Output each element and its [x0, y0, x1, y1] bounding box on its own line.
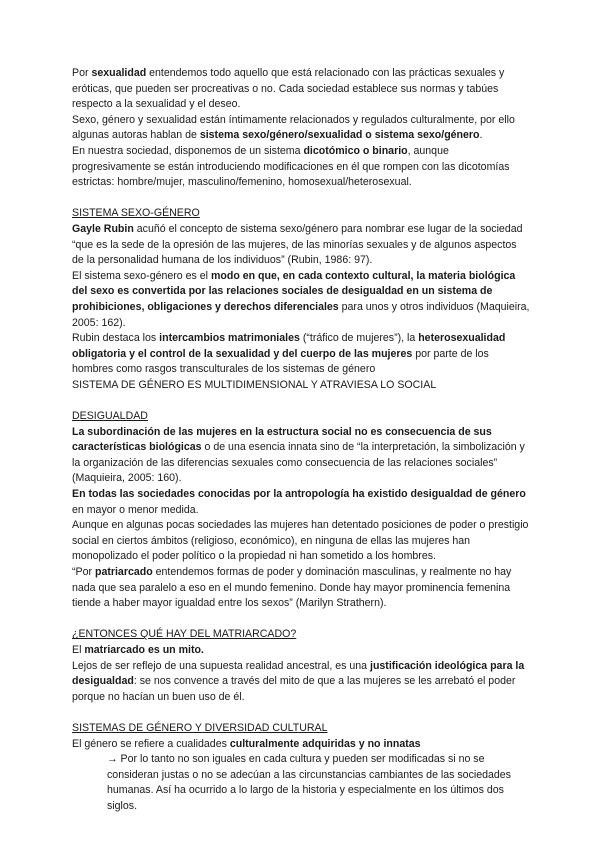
paragraph-sistema-sexo-genero — [72, 113, 530, 144]
paragraph-modo-en-que — [72, 269, 530, 331]
text: entendemos todo aquello que está relacionado con las prácticas sexuales y eróticas, que pueden ser procreativas o no. Cada sociedad establece sus normas y tabúes respecto a la sexualidad y el deseo. — [72, 67, 505, 111]
paragraph-aunque: Aunque en algunas pocas sociedades las mujeres han detentado posiciones de poder o prestigio social en ciertos ámbitos (religioso, económico), en ninguna de ellas las mujeres han monopolizado el poder político o la propiedad ni han sometido a los hombres. — [72, 519, 529, 563]
text: . — [479, 129, 483, 142]
bold-term: culturalmente adquiridas y no innatas — [229, 737, 421, 750]
text: por parte de los hombres como rasgos transculturales de los sistemas de género — [72, 347, 489, 376]
paragraph-multidimensional: SISTEMA DE GÉNERO ES MULTIDIMENSIONAL Y ATRAVIESA LO SOCIAL — [72, 378, 437, 391]
bold-term: matriarcado es un mito. — [84, 643, 204, 656]
bold-term: heterosexualidad obligatoria y el control de la sexualidad y del cuerpo de las mujeres — [72, 332, 506, 360]
text: entendemos formas de poder y dominación masculinas, y realmente no hay nada que sea paralelo a eso en el mundo femenino. Donde hay mayor prominencia femenina tiende a haber mayor igualdad entre los sexos” (Marilyn Strathern). — [72, 566, 512, 610]
text: Por — [72, 67, 92, 79]
paragraph-rubin-destaca — [72, 331, 530, 378]
text: (“tráfico de mujeres”), la — [299, 332, 419, 345]
text: para unos y otros individuos (Maquieira, 2005: 162). — [72, 300, 530, 329]
bold-term: sexualidad — [91, 67, 147, 79]
bold-term: dicotómico o binario — [303, 144, 408, 157]
bold-term: sistema sexo/género/sexualidad o sistema sexo/género — [199, 129, 480, 142]
bold-term: modo en que, en cada contexto cultural, la materia biológica del sexo es convertida por las relaciones sociales de desigualdad en un sistema de prohibiciones, obligaciones y derechos diferenciales — [72, 269, 516, 313]
section-heading-sistema-sexo-genero: SISTEMA SEXO-GÉNERO — [72, 207, 200, 220]
text: El sistema sexo-género es el — [72, 269, 211, 282]
text: Sexo, género y sexualidad están íntimamente relacionados y regulados culturalmente, por ello algunas autoras hablan de — [72, 113, 515, 142]
section-heading-desigualdad: DESIGUALDAD — [72, 410, 148, 423]
paragraph-subordinacion — [72, 425, 530, 487]
bold-term: En todas las sociedades conocidas por la antropología ha existido desigualdad de género — [72, 488, 526, 501]
paragraph-cualidades — [72, 737, 530, 753]
paragraph-gayle-rubin — [72, 222, 530, 269]
text: en mayor o menor medida. — [72, 503, 199, 516]
paragraph-arrow-consecuencia: → Por lo tanto no son iguales en cada cultura y pueden ser modificadas si no se consideran justas o no se adecúan a las circunstancias cambiantes de las sociedades humanas. Así ha ocurrido a lo largo de la historia y especialmente en los últimos dos siglos. — [107, 753, 511, 812]
text: En nuestra sociedad, disponemos de un sistema — [72, 144, 304, 157]
bold-term: Gayle Rubin — [72, 222, 134, 235]
paragraph-patriarcado — [72, 565, 530, 612]
paragraph-mito — [72, 643, 530, 659]
paragraph-dicotomico — [72, 144, 530, 191]
text: “Por — [72, 566, 95, 578]
text: : se nos convence a través del mito de que a las mujeres se les arrebató el poder porque no hacían un buen uso de él. — [72, 675, 516, 703]
section-heading-matriarcado: ¿ENTONCES QUÉ HAY DEL MATRIARCADO? — [72, 628, 297, 641]
text: , aunque progresivamente se están introduciendo modificaciones en él que rompen con las dicotomías estrictas: hombre/mujer, masculino/femenino, homosexual/heterosexual. — [72, 144, 510, 189]
text: o de una esencia innata sino de “la interpretación, la simbolización y la organización de las diferencias sexuales como consecuencia de las relaciones sociales” (Maquieira, 2005: 160). — [72, 441, 525, 485]
bold-term: intercambios matrimoniales — [159, 332, 300, 345]
spacer — [72, 191, 530, 207]
bold-term: patriarcado — [94, 566, 153, 578]
bold-term: justificación ideológica para la desigualdad — [72, 659, 525, 688]
text: acuñó el concepto de sistema sexo/género para nombrar ese lugar de la sociedad “que es la sede de la opresión de las mujeres, de las minorías sexuales y de algunos aspectos de la personalidad humana de los individuos” (Rubin, 1986: 97). — [72, 222, 523, 267]
paragraph-sexualidad-definition — [72, 66, 530, 113]
text: Rubin destaca los — [72, 332, 160, 345]
spacer — [72, 612, 530, 628]
section-heading-diversidad-cultural: SISTEMAS DE GÉNERO Y DIVERSIDAD CULTURAL — [72, 721, 328, 734]
paragraph-justificacion — [72, 659, 530, 706]
spacer — [72, 393, 530, 409]
text: El género se refiere a cualidades — [72, 737, 230, 750]
bold-term: La subordinación de las mujeres en la estructura social no es consecuencia de sus características biológicas — [72, 425, 492, 454]
text: Lejos de ser reflejo de una supuesta realidad ancestral, es una — [72, 659, 370, 672]
paragraph-todas-las-sociedades — [72, 487, 530, 518]
spacer — [72, 705, 530, 721]
text: El — [72, 643, 85, 656]
